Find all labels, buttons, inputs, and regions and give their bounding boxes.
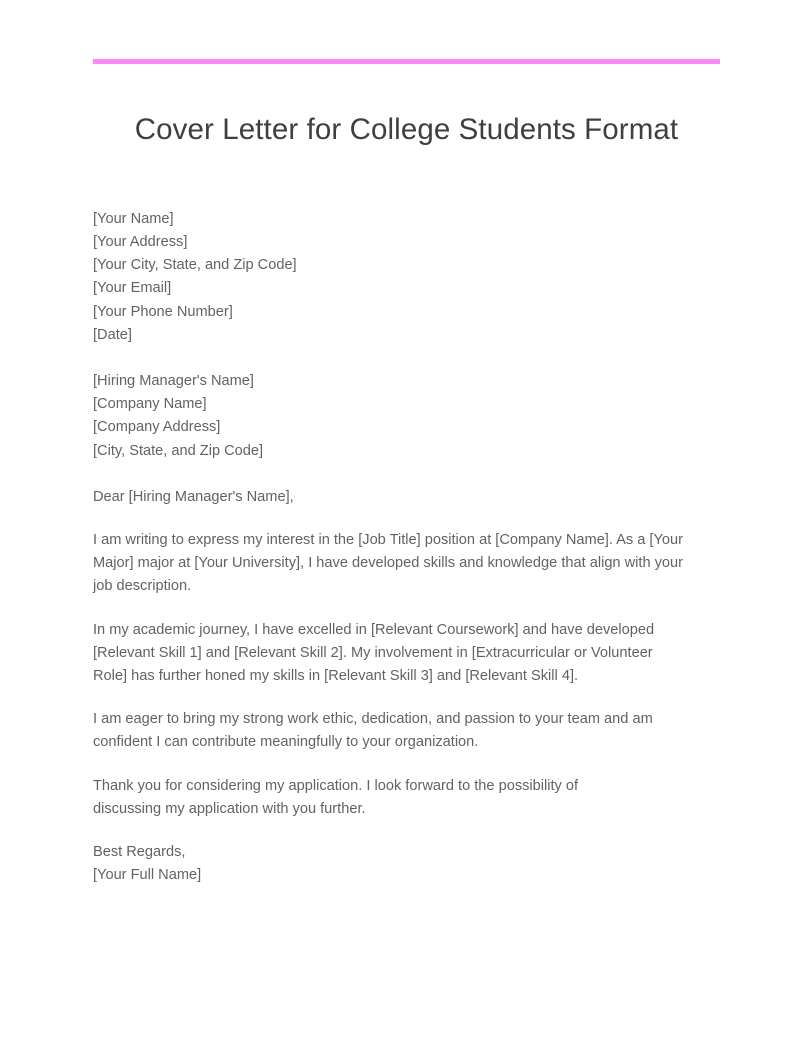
closing-line: [Your Full Name] (93, 867, 202, 884)
body-paragraph: In my academic journey, I have excelled in [Relevant Coursework] and have developed [Relevant Skill 1] and [Relevant Skill 2]. My involvement in [Extracurricular or Volunteer Role] has further honed my skills in [Relevant Skill 3] and [Relevant Skill 4]. (93, 621, 655, 685)
document-content (93, 0, 720, 887)
letter-body (93, 150, 720, 888)
sender-line: [Your Name] (93, 210, 174, 227)
salutation: Dear [Hiring Manager's Name], (93, 488, 294, 505)
header-accent-rule (93, 59, 720, 64)
body-paragraph: I am eager to bring my strong work ethic, dedication, and passion to your team and am confident I can contribute meaningfully to your organization. (93, 711, 653, 751)
recipient-line: [Company Name] (93, 396, 207, 413)
body-paragraph: I am writing to express my interest in the [Job Title] position at [Company Name]. As a [Your Major] major at [Your University], I have developed skills and knowledge that align with your job description. (93, 532, 683, 595)
page-title: Cover Letter for College Students Format (134, 113, 679, 146)
recipient-address-block (93, 370, 720, 463)
sender-line: [Your Phone Number] (93, 303, 233, 320)
sender-address-block (93, 208, 720, 347)
body-paragraph: Thank you for considering my application. I look forward to the possibility of discussing my application with you further. (93, 777, 579, 817)
sender-line: [Your Address] (93, 234, 188, 251)
recipient-line: [Hiring Manager's Name] (93, 373, 254, 390)
sender-line: [Your Email] (93, 280, 172, 297)
sender-line: [Date] (93, 326, 132, 343)
closing-block (93, 841, 720, 887)
closing-line: Best Regards, (93, 844, 186, 861)
recipient-line: [City, State, and Zip Code] (93, 442, 264, 459)
sender-line: [Your City, State, and Zip Code] (93, 257, 297, 274)
recipient-line: [Company Address] (93, 419, 221, 436)
